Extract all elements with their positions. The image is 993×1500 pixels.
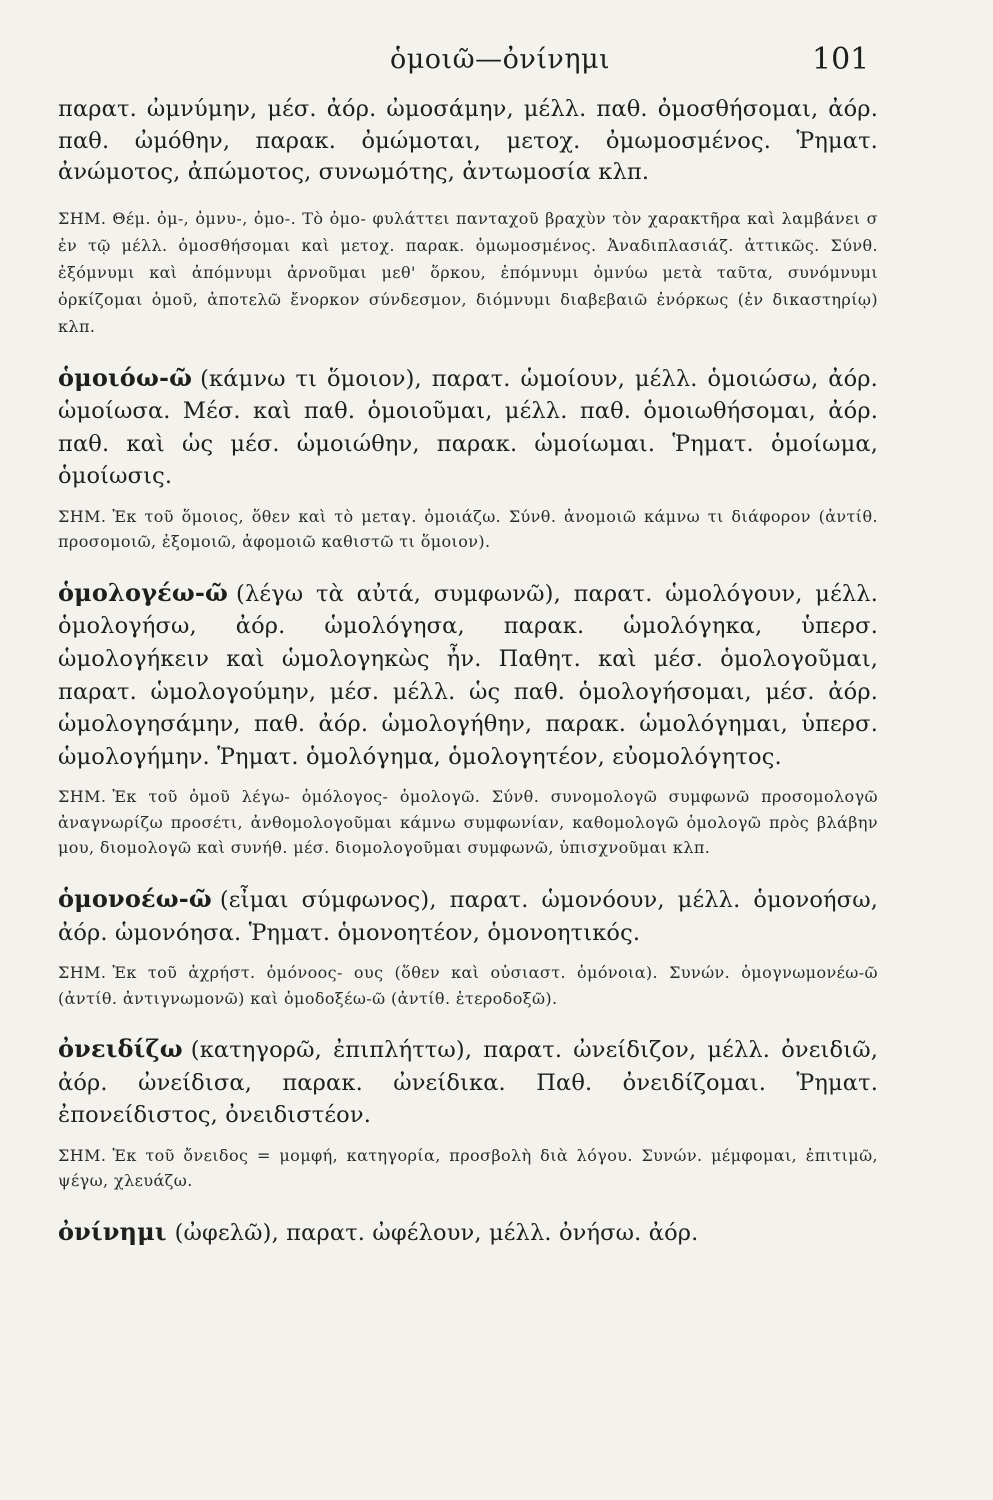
entry-headword: ὀνίνημι [58, 1216, 167, 1246]
entry-body [58, 577, 878, 774]
entry-note [58, 205, 878, 340]
note-label: ΣΗΜ. [58, 1145, 107, 1165]
entry-note [58, 504, 878, 555]
entry-text: (εἶμαι σύμφωνος), παρατ. ὡμονόουν, μέλλ. ὁμονοήσω, ἀόρ. ὡμονόησα. Ῥηματ. ὁμονοητέον, ὁμονοητικός. [58, 886, 878, 946]
entry-homologeo [58, 577, 878, 861]
entry-text: (λέγω τὰ αὐτά, συμφωνῶ), παρατ. ὡμολόγουν, μέλλ. ὁμολογήσω, ἀόρ. ὡμολόγησα, παρακ. ὡμολόγηκα, ὑπερσ. ὡμολογήκειν καὶ ὡμολογηκὼς ἦν. Παθητ. καὶ μέσ. ὁμολογοῦμαι, παρατ. ὡμολογούμην, μέσ. μέλλ. ὡς παθ. ὁμολογήσομαι, μέσ. ἀόρ. ὡμολογησάμην, παθ. ἀόρ. ὡμολογήθην, παρακ. ὡμολόγημαι, ὑπερσ. ὡμολογήμην. Ῥηματ. ὁμολόγημα, ὁμολογητέον, εὐομολόγητος. [58, 580, 878, 770]
page-number: 101 [812, 42, 870, 77]
note-text: Ἐκ τοῦ ὅμοιος, ὅθεν καὶ τὸ μεταγ. ὁμοιάζω. Σύνθ. ἀνομοιῶ κάμνω τι διάφορον (ἀντίθ. προσομοιῶ, ἐξομοιῶ, ἀφομοιῶ καθιστῶ τι ὅμοιον). [58, 506, 878, 552]
note-label: ΣΗΜ. [58, 506, 107, 526]
header-title: ὁμοιῶ—ὀνίνημι [390, 44, 611, 75]
entry-note [58, 960, 878, 1011]
entry-omnymi-continued [58, 94, 878, 340]
entry-headword: ὁμολογέω-ῶ [58, 577, 229, 607]
running-header [0, 36, 993, 96]
entry-text: (κατηγορῶ, ἐπιπλήττω), παρατ. ὠνείδιζον, μέλλ. ὀνειδιῶ, ἀόρ. ὠνείδισα, παρακ. ὠνείδικα. Παθ. ὀνειδίζομαι. Ῥηματ. ἐπονείδιστος, ὀνειδιστέον. [58, 1037, 878, 1129]
entry-oninemi [58, 1216, 878, 1250]
note-label: ΣΗΜ. [58, 963, 107, 983]
note-text: Ἐκ τοῦ ὄνειδος = μομφή, κατηγορία, προσβολὴ διὰ λόγου. Συνών. μέμφομαι, ἐπιτιμῶ, ψέγω, χλευάζω. [58, 1145, 878, 1191]
entry-text: (κάμνω τι ὅμοιον), παρατ. ὡμοίουν, μέλλ. ὁμοιώσω, ἀόρ. ὡμοίωσα. Μέσ. καὶ παθ. ὁμοιοῦμαι, μέλλ. παθ. ὁμοιωθήσομαι, ἀόρ. παθ. καὶ ὡς μέσ. ὡμοιώθην, παρακ. ὡμοίωμαι. Ῥηματ. ὁμοίωμα, ὁμοίωσις. [58, 365, 878, 490]
entry-body [58, 362, 878, 493]
entry-body [58, 1033, 878, 1132]
entry-homoioo [58, 362, 878, 555]
note-text: Θέμ. ὀμ-, ὀμνυ-, ὀμο-. Τὸ ὀμο- φυλάττει πανταχοῦ βραχὺν τὸν χαρακτῆρα καὶ λαμβάνει σ ἐν τῷ μέλλ. ὀμοσθήσομαι καὶ μετοχ. παρακ. ὀμωμοσμένος. Ἀναδιπλασιάζ. ἀττικῶς. Σύνθ. ἐξόμνυμι καὶ ἀπόμνυμι ἀρνοῦμαι μεθ' ὅρκου, ἐπόμνυμι ὀμνύω μετὰ ταῦτα, συνόμνυμι ὁρκίζομαι ὁμοῦ, ἀποτελῶ ἔνορκον σύνδεσμον, διόμνυμι διαβεβαιῶ ἐνόρκως (ἐν δικαστηρίῳ) κλπ. [58, 208, 878, 336]
entry-body [58, 94, 878, 189]
entry-headword: ὀνειδίζω [58, 1034, 183, 1064]
note-label: ΣΗΜ. [58, 208, 107, 228]
entry-note [58, 784, 878, 861]
note-label: ΣΗΜ. [58, 787, 107, 807]
entry-homonoeo [58, 883, 878, 1011]
entry-note [58, 1143, 878, 1194]
entry-headword: ὁμοιόω-ῶ [58, 362, 193, 392]
entry-text: (ὠφελῶ), παρατ. ὠφέλουν, μέλλ. ὀνήσω. ἀόρ. [174, 1219, 699, 1246]
note-text: Ἐκ τοῦ ὁμοῦ λέγω- ὁμόλογος- ὁμολογῶ. Σύνθ. συνομολογῶ συμφωνῶ προσομολογῶ ἀναγνωρίζω προσέτι, ἀνθομολογοῦμαι κάμνω συμφωνίαν, καθομολογῶ ὁμολογῶ πρὸς βλάβην μου, διομολογῶ καὶ συνήθ. μέσ. διομολογοῦμαι συμφωνῶ, ὑπισχνοῦμαι κλπ. [58, 787, 878, 858]
entry-headword: ὁμονοέω-ῶ [58, 883, 212, 913]
note-text: Ἐκ τοῦ ἀχρήστ. ὁμόνοος- ους (ὅθεν καὶ οὐσιαστ. ὁμόνοια). Συνών. ὁμογνωμονέω-ῶ (ἀντίθ. ἀντιγνωμονῶ) καὶ ὁμοδοξέω-ῶ (ἀντίθ. ἑτεροδοξῶ). [58, 963, 878, 1008]
entry-body [58, 883, 878, 949]
entry-text: παρατ. ὠμνύμην, μέσ. ἀόρ. ὠμοσάμην, μέλλ. παθ. ὀμοσθήσομαι, ἀόρ. παθ. ὠμόθην, παρακ. ὀμώμοται, μετοχ. ὀμωμοσμένος. Ῥηματ. ἀνώμοτος, ἀπώμοτος, συνωμότης, ἀντωμοσία κλπ. [58, 96, 878, 185]
entries-column [58, 94, 878, 1264]
entry-body [58, 1216, 878, 1250]
entry-oneidizo [58, 1033, 878, 1194]
